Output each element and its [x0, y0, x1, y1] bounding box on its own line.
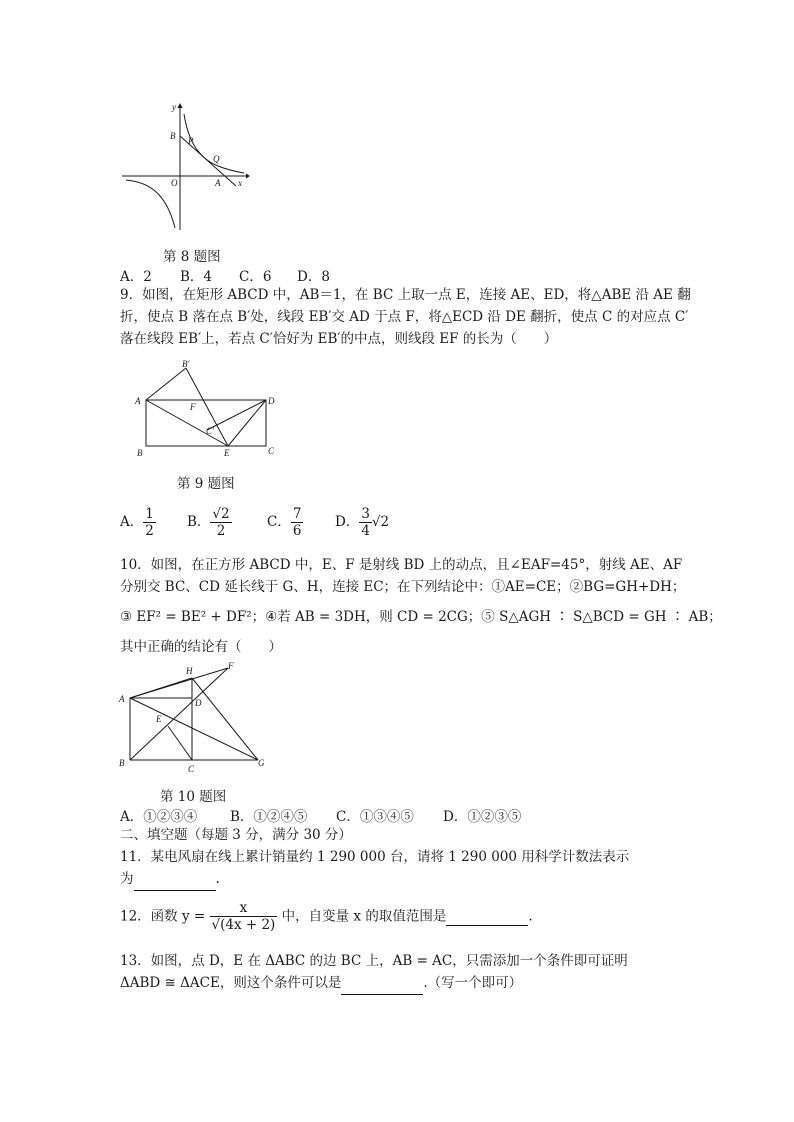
q9-option-d: D． $\frac{3}{4}$ √2 — [335, 506, 390, 539]
fig10-label-D: D — [195, 698, 202, 708]
fig10-label-B: B — [119, 758, 125, 768]
fig8-label-P: P — [188, 136, 194, 146]
q9-line-1: 9．如图，在矩形 ABCD 中，AB＝1，在 BC 上取一点 E，连接 AE、ED，将△ABE 沿 AE 翻 — [120, 287, 691, 303]
q12-answer-blank[interactable] — [446, 907, 528, 926]
q10-line-1: 10．如图，在正方形 ABCD 中，E、F 是射线 BD 上的动点，且∠EAF=45°，射线 AE、AF — [120, 557, 683, 573]
fig9-label-D: D — [268, 396, 275, 406]
fig8-label-x: x — [238, 178, 242, 188]
fig9-label-F: F — [190, 402, 196, 412]
q10-option-a: A．①②③④ — [120, 809, 198, 825]
q8-option-b: B．4 — [180, 269, 213, 285]
q10-option-d: D．①②③⑤ — [443, 809, 522, 825]
q9-option-a: A． $\frac{1}{2}$ — [120, 506, 154, 539]
q9-line-3: 落在线段 EB′上，若点 C′恰好为 EB′的中点，则线段 EF 的长为（ ） — [120, 331, 558, 347]
fig10-label-H: H — [186, 666, 193, 676]
figure-10-caption: 第 10 题图 — [160, 789, 227, 805]
q10-line-4: 其中正确的结论有（ ） — [120, 639, 282, 655]
fig9-label-Bp: B′ — [182, 360, 190, 369]
fig10-label-G: G — [258, 758, 265, 768]
fig10-label-E: E — [156, 714, 162, 724]
fig9-label-A: A — [135, 396, 141, 406]
q9-option-b: B． $\frac{√2}{2}$ — [187, 506, 230, 539]
fig10-label-A: A — [119, 694, 125, 704]
fig8-label-A: A — [215, 178, 221, 188]
fig9-label-C: C — [268, 446, 275, 456]
fig8-label-Q: Q — [213, 154, 220, 164]
q12-line: 12．函数 y = $\frac{x}{√(4x + 2)}$ 中，自变量 x 的取值范围是 . — [120, 900, 533, 933]
fig8-label-O: O — [171, 178, 178, 188]
q11-answer-blank[interactable] — [134, 868, 216, 891]
figure-10 — [116, 660, 271, 780]
q11-line-1: 11．某电风扇在线上累计销量约 1 290 000 台，请将 1 290 000 用科学计数法表示 — [120, 849, 630, 865]
q13-answer-blank[interactable] — [341, 972, 423, 995]
fig8-label-y: y — [172, 102, 176, 112]
fig10-label-F: F — [228, 661, 234, 671]
figure-8 — [118, 100, 250, 235]
figure-9 — [130, 360, 280, 460]
q11-line-2: 为 . — [120, 868, 220, 891]
q10-line-3: ③ EF² = BE² + DF²；④若 AB = 3DH，则 CD = 2CG；⑤ S△AGH ∶ S△BCD = GH ∶ AB； — [120, 609, 722, 625]
fig10-label-C: C — [188, 764, 195, 774]
figure-8-caption: 第 8 题图 — [163, 249, 221, 265]
section-heading: 二、填空题（每题 3 分，满分 30 分） — [120, 827, 352, 843]
q9-line-2: 折，使点 B 落在点 B′处，线段 EB′交 AD 于点 F，将△ECD 沿 DE 翻折，使点 C 的对应点 C′ — [120, 309, 689, 325]
fig9-label-Cp: C′ — [206, 426, 214, 436]
q13-line-2: ΔABD ≅ ΔACE，则这个条件可以是 .（写一个即可） — [120, 972, 522, 995]
fig9-label-B: B — [137, 448, 143, 458]
q8-option-d: D．8 — [297, 269, 330, 285]
q9-option-c: C． $\frac{7}{6}$ — [267, 506, 302, 539]
q10-option-b: B．①②④⑤ — [230, 809, 308, 825]
q8-option-c: C．6 — [239, 269, 272, 285]
figure-9-caption: 第 9 题图 — [177, 476, 235, 492]
q13-line-1: 13．如图，点 D，E 在 ΔABC 的边 BC 上，AB = AC，只需添加一个条件即可证明 — [120, 953, 628, 969]
q10-option-c: C．①③④⑤ — [336, 809, 414, 825]
q8-option-a: A．2 — [120, 269, 152, 285]
fig8-label-B: B — [170, 131, 176, 141]
q10-line-2: 分别交 BC、CD 延长线于 G、H，连接 EC；在下列结论中：①AE=CE；②BG=GH+DH； — [120, 579, 686, 595]
fig9-label-E: E — [224, 448, 230, 458]
